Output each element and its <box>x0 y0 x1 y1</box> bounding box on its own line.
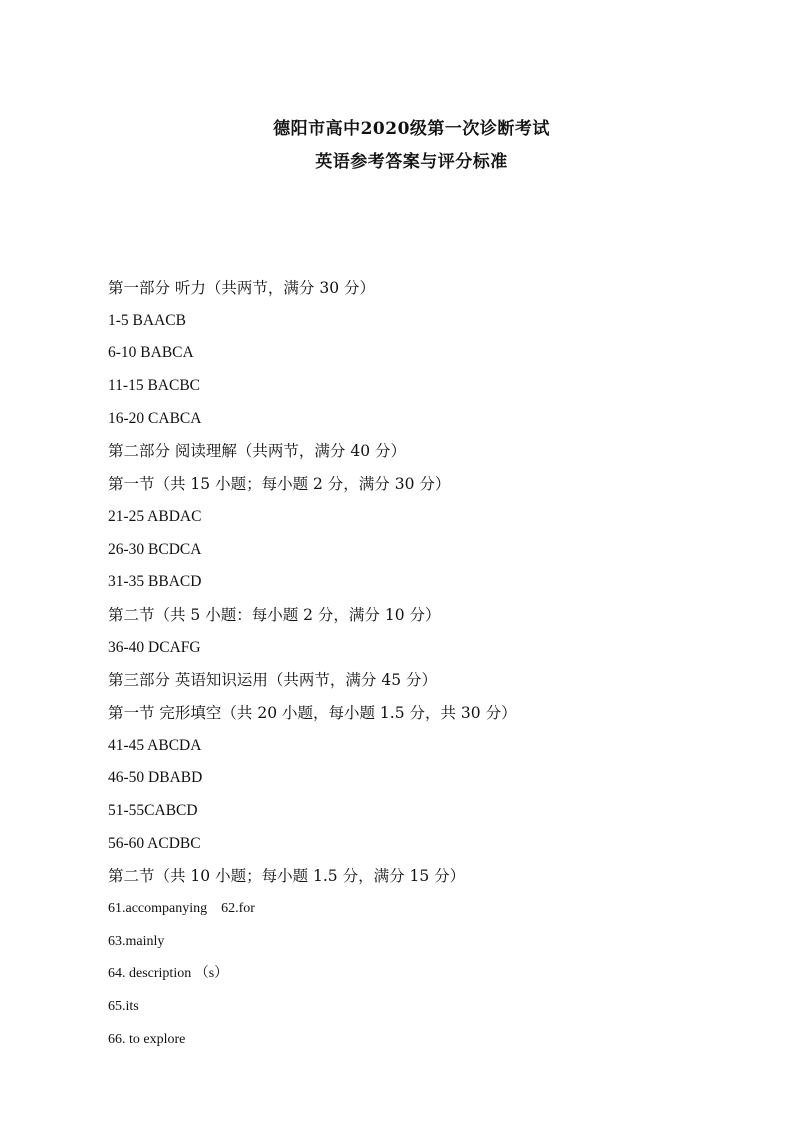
answer-line: 65.its <box>108 999 139 1015</box>
section-heading: 第三部分 英语知识运用（共两节，满分 45 分） <box>108 671 438 690</box>
answer-line: 64. description （s） <box>108 966 229 982</box>
answer-line: 26-30 BCDCA <box>108 540 202 558</box>
answer-list <box>108 276 728 1061</box>
answer-line: 1-5 BAACB <box>108 311 186 329</box>
answer-line: 11-15 BACBC <box>108 377 201 395</box>
answer-line: 41-45 ABCDA <box>108 736 202 754</box>
subsection-heading: 第二节（共 10 小题；每小题 1.5 分，满分 15 分） <box>108 867 466 886</box>
answer-item: 61.accompanying <box>108 901 208 917</box>
answer-line: 51-55CABCD <box>108 802 198 819</box>
answer-line: 46-50 DBABD <box>108 769 203 787</box>
document-subtitle: 英语参考答案与评分标准 <box>315 152 508 172</box>
answer-line: 56-60 ACDBC <box>108 834 201 852</box>
subsection-heading: 第二节（共 5 小题：每小题 2 分，满分 10 分） <box>108 605 441 624</box>
subsection-heading: 第一节（共 15 小题；每小题 2 分，满分 30 分） <box>108 475 451 494</box>
answer-line: 21-25 ABDAC <box>108 507 202 525</box>
document-title: 德阳市高中2020级第一次诊断考试 <box>273 119 550 139</box>
answer-line: 63.mainly <box>108 933 165 949</box>
answer-line: 16-20 CABCA <box>108 409 202 427</box>
answer-line: 66. to explore <box>108 1031 186 1047</box>
answer-line: 36-40 DCAFG <box>108 638 201 656</box>
answer-item: 62.for <box>221 901 255 917</box>
subsection-heading: 第一节 完形填空（共 20 小题，每小题 1.5 分，共 30 分） <box>108 703 517 722</box>
section-heading: 第二部分 阅读理解（共两节，满分 40 分） <box>108 442 407 461</box>
answer-line: 6-10 BABCA <box>108 344 194 362</box>
answer-line <box>108 897 728 930</box>
section-heading: 第一部分 听力（共两节，满分 30 分） <box>108 279 376 297</box>
answer-line: 31-35 BBACD <box>108 573 202 591</box>
